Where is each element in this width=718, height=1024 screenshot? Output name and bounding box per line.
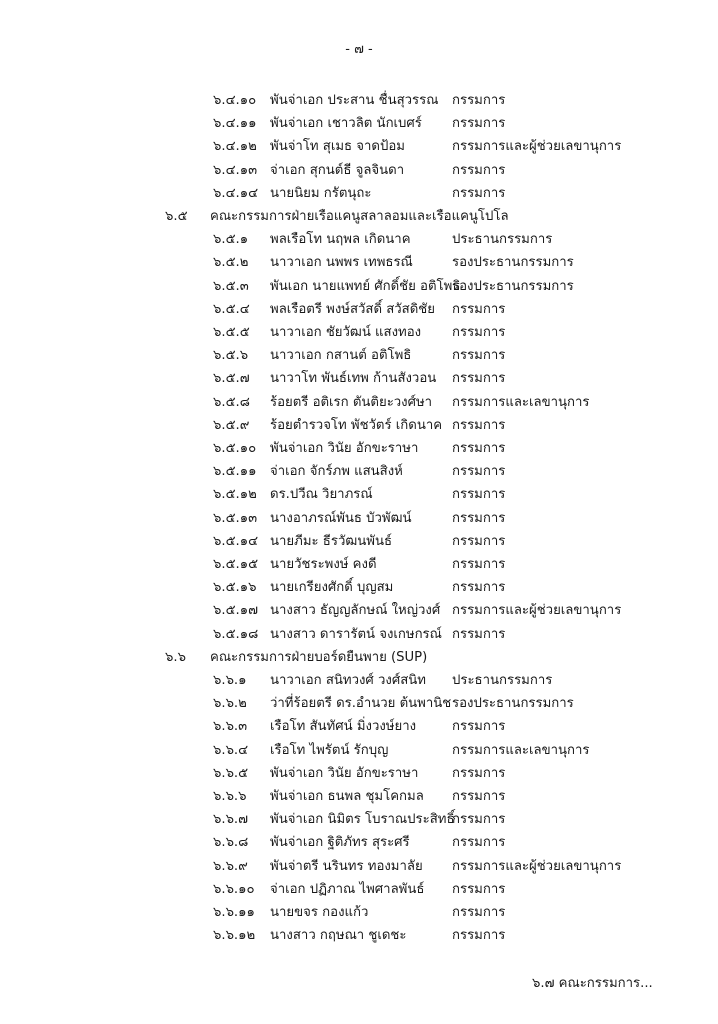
member-role: กรรมการ [452,417,506,433]
member-role: ประธานกรรมการ [452,232,553,248]
member-number: ๖.๕.๔ [213,301,250,317]
member-number: ๖.๕.๑๐ [213,441,257,456]
member-row [0,531,718,553]
continuation-text: ๖.๗ คณะกรรมการ... [532,976,653,991]
member-role: กรรมการ [452,348,506,364]
member-number: ๖.๖.๗ [213,812,249,828]
member-number: ๖.๖.๖ [213,789,247,804]
member-role: กรรมการและเลขานุการ [452,742,590,758]
member-role: กรรมการและผู้ช่วยเลขานุการ [452,603,622,619]
member-name: นายนิยม กรัตนุถะ [270,185,372,201]
member-name: พันจ่าเอก ฐิติภัทร สุระศรี [270,835,410,851]
member-number: ๖.๕.๘ [213,394,250,410]
section-title: คณะกรรมการฝ่ายเรือแคนูสลาลอมและเรือแคนูโปโล [210,209,509,224]
member-name: นายขจร กองแก้ว [270,905,369,920]
member-number: ๖.๕.๑๖ [213,580,257,596]
member-name: ร้อยตำรวจโท พัชวัตร์ เกิดนาค [270,417,443,433]
member-number: ๖.๕.๑ [213,232,249,248]
member-name: จ่าเอก ปฏิภาณ ไพศาลพันธ์ [270,881,425,897]
member-name: นายภีมะ ธีรวัฒนพันธ์ [270,533,393,549]
member-number: ๖.๕.๑๓ [213,510,258,526]
member-role: กรรมการ [452,719,506,735]
member-name: พันเอก นายแพทย์ ศักดิ์ชัย อติโพธิ [270,278,461,294]
member-name: นาวาเอก กสานต์ อติโพธิ [270,348,412,364]
member-name: พันจ่าเอก ประสาน ชื่นสุวรรณ [270,93,439,108]
member-name: พันจ่าโท สุเมธ จาดป้อม [270,139,405,155]
member-number: ๖.๕.๗ [213,371,250,387]
member-row [0,763,718,785]
member-name: ร้อยตรี อติเรก ตันติยะวงศ์ษา [270,394,433,410]
member-row [0,809,718,831]
member-row [0,368,718,390]
section-number: ๖.๕ [165,209,188,224]
member-row [0,345,718,367]
member-number: ๖.๔.๑๐ [213,93,257,108]
member-number: ๖.๕.๓ [213,278,249,294]
member-role: กรรมการ [452,905,506,920]
member-role: กรรมการ [452,626,506,642]
member-number: ๖.๕.๑๒ [213,487,257,503]
member-role: กรรมการ [452,162,506,178]
member-role: กรรมการ [452,301,506,317]
member-row [0,299,718,321]
member-role: รองประธานกรรมการ [452,255,574,271]
member-number: ๖.๕.๑๘ [213,626,259,642]
member-number: ๖.๕.๙ [213,417,250,433]
member-name: ว่าที่ร้อยตรี ดร.อำนวย ต้นพานิช [270,696,452,712]
member-name: เรือโท สันทัศน์ มิ่งวงษ์ยาง [270,719,417,735]
member-row [0,693,718,715]
member-name: นาวาเอก ชัยวัฒน์ แสงทอง [270,325,422,340]
member-row [0,229,718,251]
member-role: กรรมการ [452,580,506,596]
member-name: พลเรือตรี พงษ์สวัสดิ์ สวัสดิชัย [270,301,435,317]
member-role: กรรมการและเลขานุการ [452,394,590,410]
member-row [0,670,718,692]
member-row [0,160,718,182]
member-row [0,740,718,762]
member-row [0,856,718,878]
member-number: ๖.๖.๓ [213,719,248,735]
member-number: ๖.๕.๑๑ [213,464,257,480]
member-name: พลเรือโท นฤพล เกิดนาค [270,232,411,248]
member-row [0,438,718,460]
member-name: เรือโท ไพรัตน์ รักบุญ [270,742,389,758]
member-role: กรรมการ [452,812,506,828]
member-row [0,113,718,135]
member-name: ดร.ปวีณ วิยาภรณ์ [270,487,373,503]
member-row [0,252,718,274]
member-row [0,508,718,530]
member-row [0,624,718,646]
member-role: กรรมการ [452,93,506,108]
member-name: นาวาเอก สนิทวงศ์ วงศ์สนิท [270,673,426,688]
member-name: พันจ่าเอก วินัย อักขะราษา [270,765,419,781]
member-role: กรรมการ [452,441,506,456]
member-number: ๖.๔.๑๓ [213,162,258,178]
member-role: รองประธานกรรมการ [452,278,574,294]
member-role: ประธานกรรมการ [452,673,553,688]
member-role: กรรมการ [452,487,506,503]
member-name: พันจ่าเอก เชาวลิต นักเบศร์ [270,116,422,132]
member-row [0,90,718,112]
member-name: นาวาโท พันธ์เทพ ก้านสังวอน [270,371,437,387]
member-row [0,554,718,576]
member-row [0,902,718,924]
member-name: นายเกรียงศักดิ์ บุญสม [270,580,394,596]
member-number: ๖.๕.๑๔ [213,533,259,549]
member-number: ๖.๕.๕ [213,325,250,340]
member-number: ๖.๕.๑๕ [213,557,259,572]
member-role: กรรมการและผู้ช่วยเลขานุการ [452,858,622,874]
member-number: ๖.๕.๖ [213,348,249,364]
member-row [0,716,718,738]
member-role: รองประธานกรรมการ [452,696,574,712]
member-row [0,577,718,599]
member-role: กรรมการ [452,464,506,480]
member-name: นางอาภรณ์พันธ บัวพัฒน์ [270,510,412,526]
member-number: ๖.๕.๒ [213,255,249,271]
member-number: ๖.๖.๔ [213,742,249,758]
member-name: จ่าเอก จักร์ภพ แสนสิงห์ [270,464,403,480]
member-number: ๖.๖.๘ [213,835,249,851]
page-number: - ๗ - [345,42,373,57]
member-number: ๖.๖.๒ [213,696,247,712]
member-number: ๖.๖.๑๐ [213,881,255,897]
member-role: กรรมการ [452,789,506,804]
member-number: ๖.๔.๑๒ [213,139,257,155]
member-row [0,415,718,437]
member-row [0,600,718,622]
section-heading [0,206,718,228]
member-number: ๖.๖.๙ [213,858,248,874]
member-row [0,879,718,901]
member-role: กรรมการ [452,835,506,851]
member-number: ๖.๖.๑๒ [213,928,256,944]
member-name: นาวาเอก นพพร เทพธรณี [270,255,413,271]
member-name: นายวัชระพงษ์ คงดี [270,557,377,572]
member-role: กรรมการ [452,325,506,340]
member-role: กรรมการ [452,185,506,201]
member-row [0,392,718,414]
member-role: กรรมการ [452,928,506,944]
member-name: นางสาว ดารารัตน์ จงเกษกรณ์ [270,626,442,642]
member-row [0,484,718,506]
member-row [0,322,718,344]
member-role: กรรมการและผู้ช่วยเลขานุการ [452,139,622,155]
member-role: กรรมการ [452,765,506,781]
member-name: นางสาว ธัญญลักษณ์ ใหญ่วงศ์ [270,603,441,619]
member-number: ๖.๔.๑๔ [213,185,259,201]
member-row [0,276,718,298]
member-role: กรรมการ [452,116,506,132]
member-number: ๖.๖.๑๑ [213,905,255,920]
member-row [0,925,718,947]
member-number: ๖.๔.๑๑ [213,116,257,132]
member-row [0,786,718,808]
member-role: กรรมการ [452,533,506,549]
member-row [0,461,718,483]
member-name: พันจ่าเอก นิมิตร โบราณประสิทธิ์ [270,812,455,828]
member-row [0,183,718,205]
member-role: กรรมการ [452,557,506,572]
member-role: กรรมการ [452,881,506,897]
section-heading [0,647,718,669]
member-role: กรรมการ [452,510,506,526]
member-number: ๖.๖.๑ [213,673,247,688]
member-role: กรรมการ [452,371,506,387]
member-number: ๖.๕.๑๗ [213,603,259,619]
member-name: นางสาว กฤษณา ชูเดชะ [270,928,407,944]
section-title: คณะกรรมการฝ่ายบอร์ดยืนพาย (SUP) [210,649,428,665]
member-row [0,136,718,158]
member-number: ๖.๖.๕ [213,765,249,781]
section-number: ๖.๖ [165,649,186,665]
member-name: พันจ่าตรี นรินทร ทองมาลัย [270,858,423,874]
member-row [0,832,718,854]
member-name: จ่าเอก สุกนต์ธี จูลจินดา [270,162,405,178]
member-name: พันจ่าเอก วินัย อักขะราษา [270,441,419,456]
member-name: พันจ่าเอก ธนพล ชุมโคกมล [270,789,424,804]
